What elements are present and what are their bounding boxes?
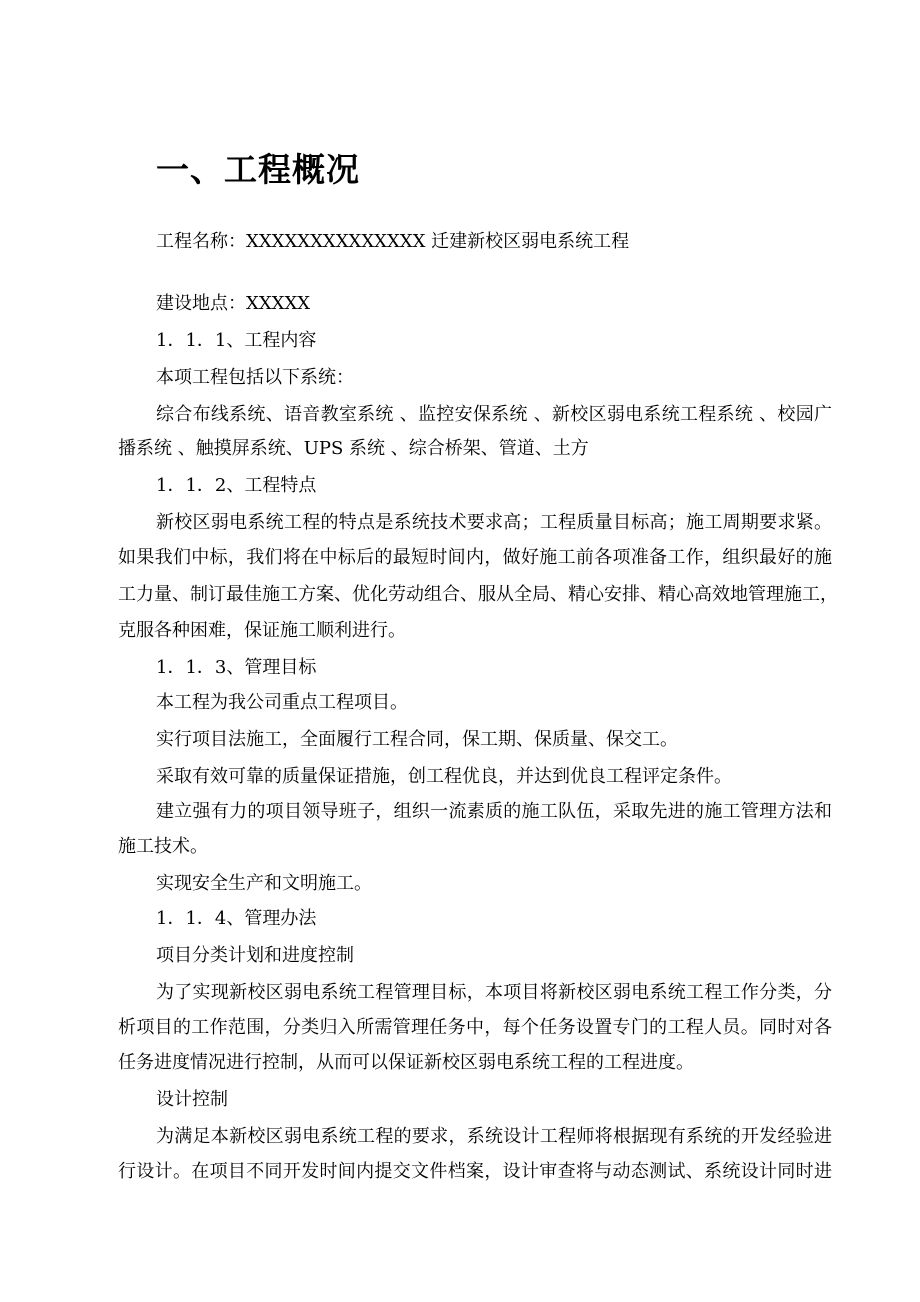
goal-4-line-2: 施工技术。 <box>118 836 208 857</box>
systems-list-line-1: 综合布线系统、语音教室系统 、监控安保系统 、新校区弱电系统工程系统 、校园广 <box>156 404 832 425</box>
goal-2: 实行项目法施工，全面履行工程合同，保工期、保质量、保交工。 <box>156 729 678 750</box>
features-line-4: 克服各种困难，保证施工顺利进行。 <box>118 620 406 641</box>
features-line-3: 工力量、制订最佳施工方案、优化劳动组合、服从全局、精心安排、精心高效地管理施工， <box>118 584 838 605</box>
subsection-title-features: 1．1．2、工程特点 <box>156 475 317 496</box>
goal-4-line-1: 建立强有力的项目领导班子，组织一流素质的施工队伍，采取先进的施工管理方法和 <box>156 801 832 822</box>
project-name: 工程名称：XXXXXXXXXXXXXX 迁建新校区弱电系统工程 <box>156 231 630 252</box>
subsection-title-goals: 1．1．3、管理目标 <box>156 657 317 678</box>
subsection-title-methods: 1．1．4、管理办法 <box>156 908 317 929</box>
construction-location: 建设地点：XXXXX <box>156 293 311 314</box>
design-line-2: 行设计。在项目不同开发时间内提交文件档案，设计审查将与动态测试、系统设计同时进 <box>118 1161 832 1182</box>
method-subtitle-schedule: 项目分类计划和进度控制 <box>156 945 354 966</box>
subsection-title-content: 1．1．1、工程内容 <box>156 330 317 351</box>
goal-3: 采取有效可靠的质量保证措施，创工程优良，并达到优良工程评定条件。 <box>156 766 732 787</box>
method-subtitle-design: 设计控制 <box>156 1089 228 1110</box>
schedule-line-1: 为了实现新校区弱电系统工程管理目标，本项目将新校区弱电系统工程工作分类，分 <box>156 982 832 1003</box>
section-heading: 一、工程概况 <box>156 150 360 189</box>
features-line-1: 新校区弱电系统工程的特点是系统技术要求高；工程质量目标高；施工周期要求紧。 <box>156 512 832 533</box>
goal-5: 实现安全生产和文明施工。 <box>156 873 372 894</box>
schedule-line-3: 任务进度情况进行控制，从而可以保证新校区弱电系统工程的工程进度。 <box>118 1052 694 1073</box>
design-line-1: 为满足本新校区弱电系统工程的要求，系统设计工程师将根据现有系统的开发经验进 <box>156 1126 832 1147</box>
goal-1: 本工程为我公司重点工程项目。 <box>156 692 408 713</box>
schedule-line-2: 析项目的工作范围，分类归入所需管理任务中，每个任务设置专门的工程人员。同时对各 <box>118 1017 832 1038</box>
content-intro: 本项工程包括以下系统： <box>156 367 354 388</box>
features-line-2: 如果我们中标，我们将在中标后的最短时间内，做好施工前各项准备工作，组织最好的施 <box>118 547 832 568</box>
systems-list-line-2: 播系统 、触摸屏系统、UPS 系统 、综合桥架、管道、土方 <box>118 438 589 459</box>
